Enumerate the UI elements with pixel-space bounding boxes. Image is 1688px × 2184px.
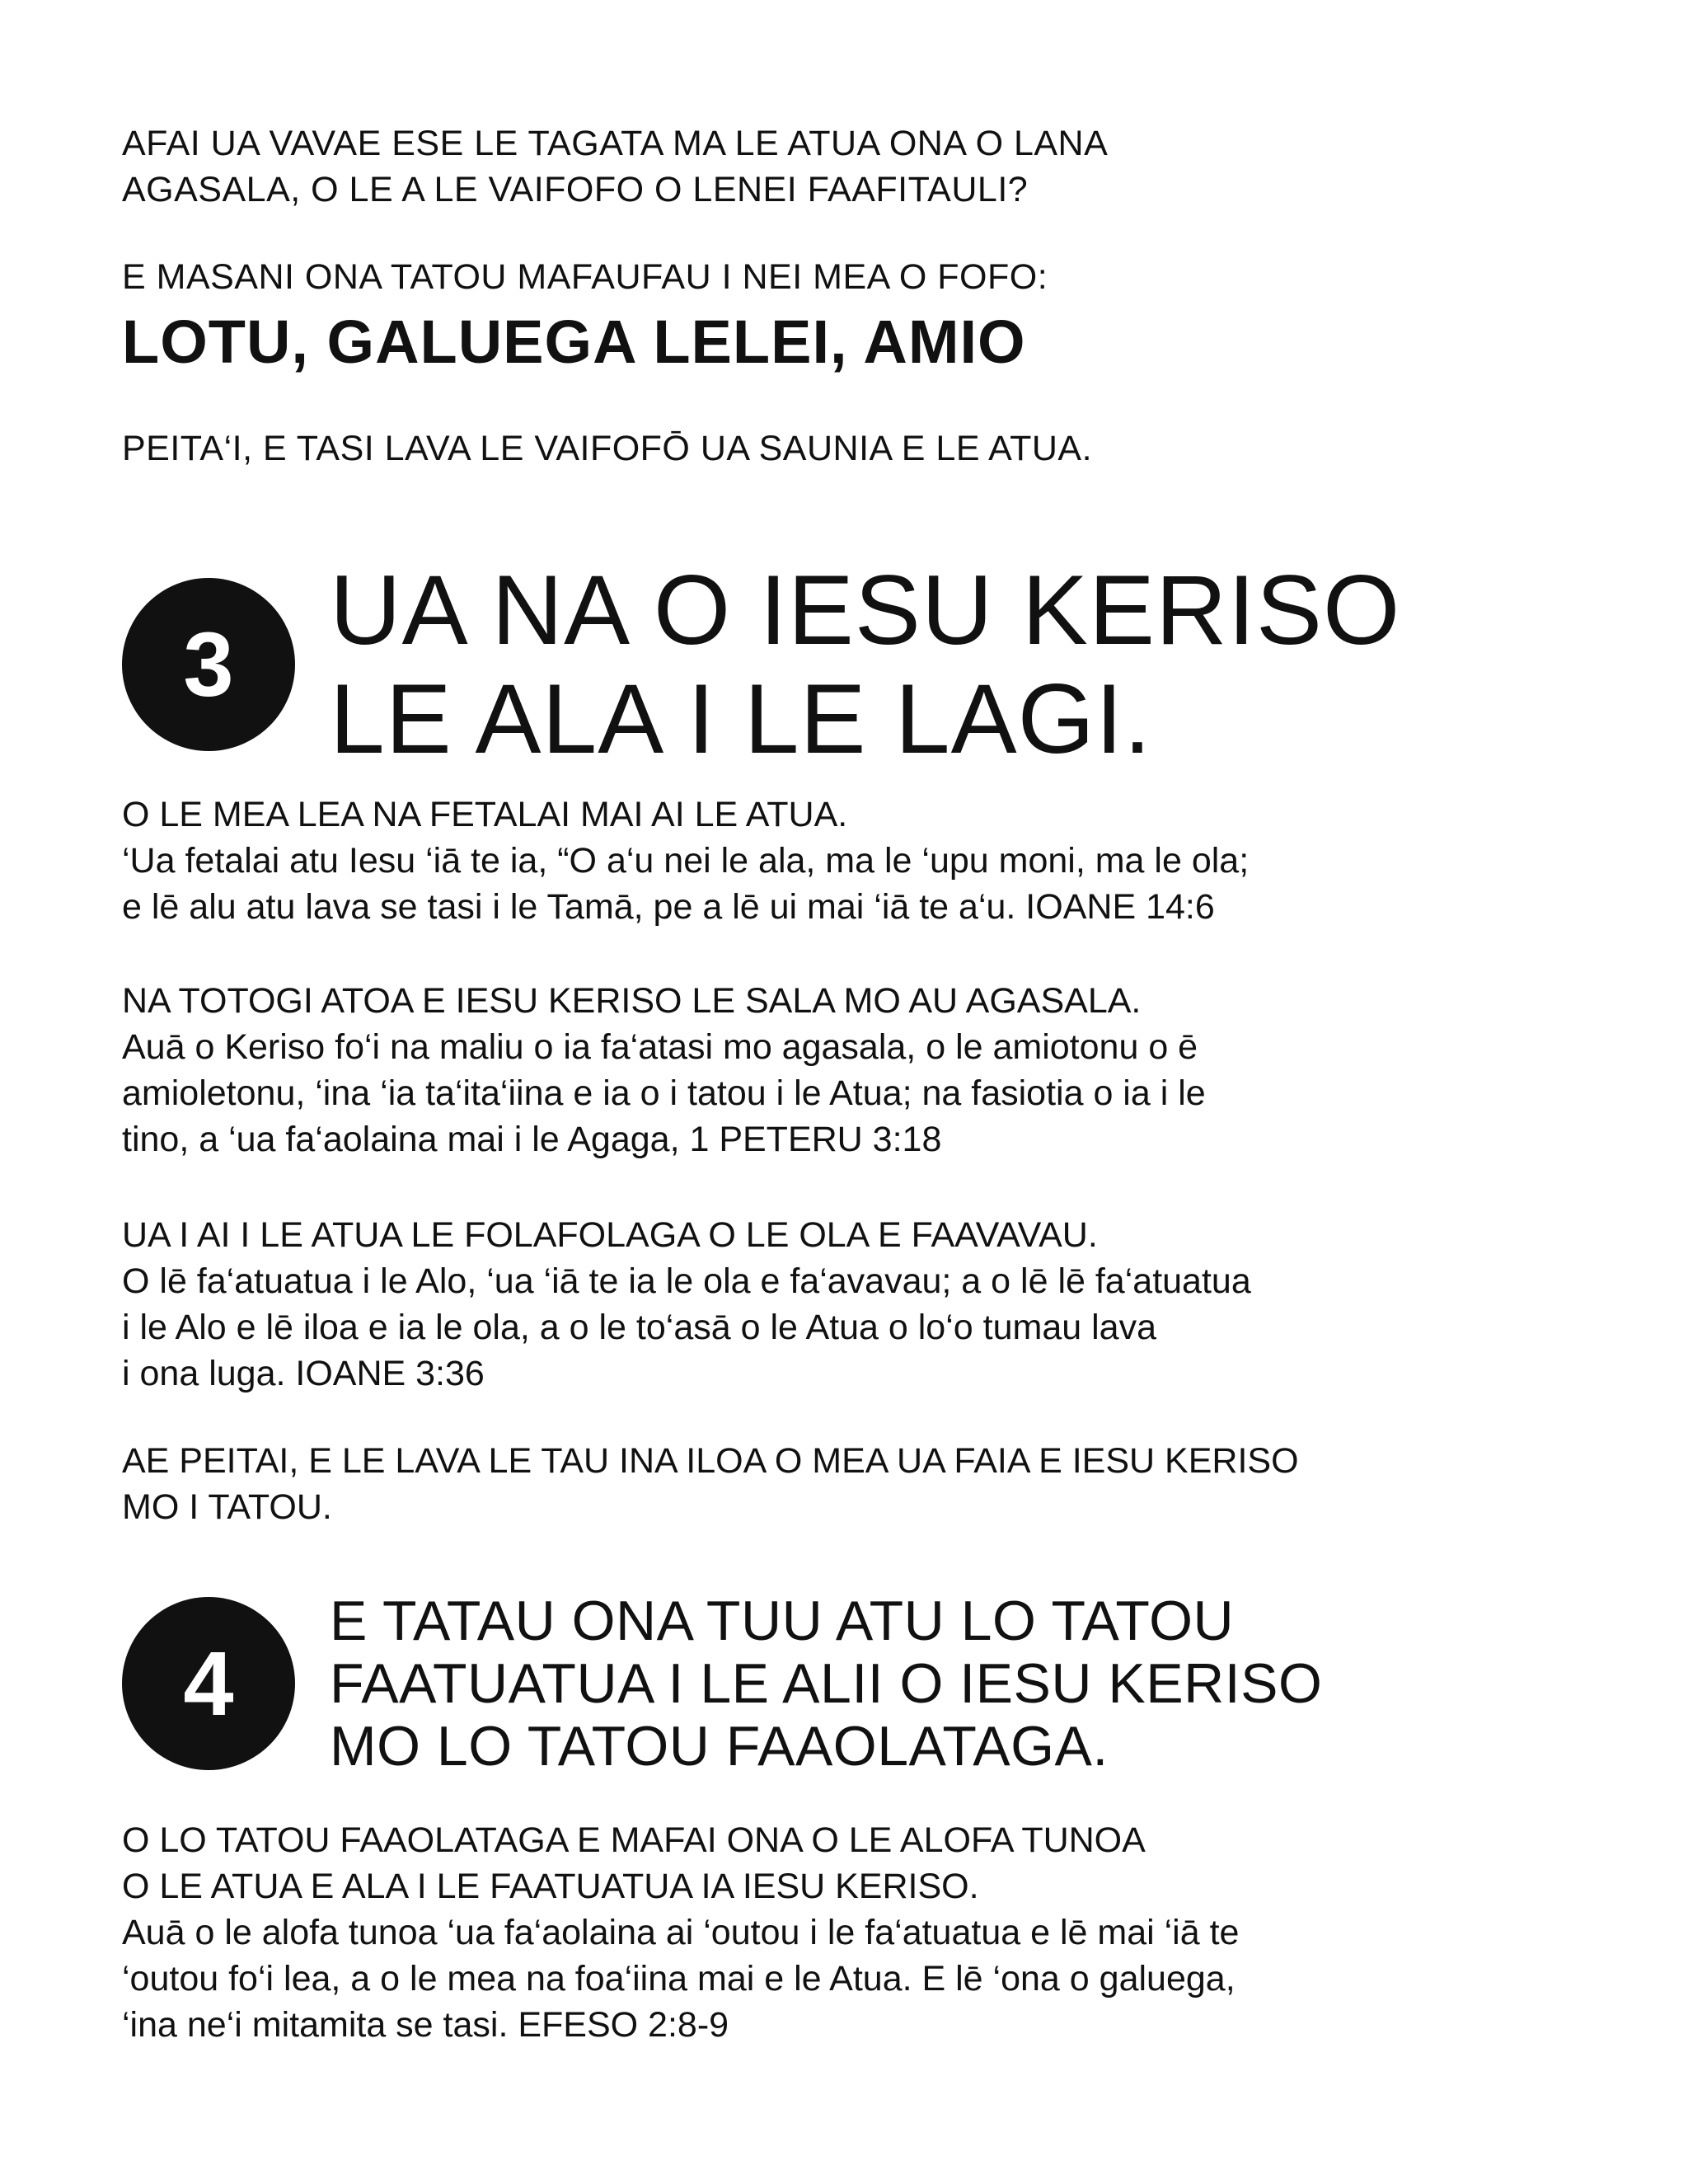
question-line: AGASALA, O LE A LE VAIFOFO O LENEI FAAFITAULI? <box>122 170 1029 209</box>
scripture-line: i ona luga. IOANE 3:36 <box>122 1354 485 1393</box>
section-3-paragraph-3 <box>122 1212 1589 1397</box>
section-number-badge <box>122 1597 295 1770</box>
section-title-line: MO LO TATOU FAAOLATAGA. <box>330 1715 1109 1778</box>
section-3-heading <box>122 556 1400 773</box>
common-answers-text: LOTU, GALUEGA LELEI, AMIO <box>122 308 1026 376</box>
common-answers <box>122 307 1589 378</box>
paragraph-heading: UA I AI I LE ATUA LE FOLAFOLAGA O LE OLA E FAAVAVAU. <box>122 1215 1098 1255</box>
scripture-line: ‘ina ne‘i mitamita se tasi. EFESO 2:8-9 <box>122 2005 729 2045</box>
section-4-paragraph <box>122 1817 1589 2048</box>
paragraph-heading: O LE ATUA E ALA I LE FAATUATUA IA IESU KERISO. <box>122 1867 979 1906</box>
paragraph-heading: MO I TATOU. <box>122 1487 332 1527</box>
paragraph-heading: NA TOTOGI ATOA E IESU KERISO LE SALA MO AU AGASALA. <box>122 981 1142 1021</box>
paragraph-heading: AE PEITAI, E LE LAVA LE TAU INA ILOA O MEA UA FAIA E IESU KERISO <box>122 1441 1299 1481</box>
scripture-line: tino, a ‘ua fa‘aolaina mai i le Agaga, 1 PETERU 3:18 <box>122 1120 942 1159</box>
scripture-line: Auā o le alofa tunoa ‘ua fa‘aolaina ai ‘outou i le fa‘atuatua e lē mai ‘iā te <box>122 1913 1240 1952</box>
question-line: AFAI UA VAVAE ESE LE TAGATA MA LE ATUA ONA O LANA <box>122 124 1109 163</box>
however-text: PEITA‘I, E TASI LAVA LE VAIFOFŌ UA SAUNIA E LE ATUA. <box>122 429 1093 468</box>
intro-question <box>122 120 1589 213</box>
section-3-title <box>330 556 1400 773</box>
scripture-line: Auā o Keriso fo‘i na maliu o ia fa‘atasi mo agasala, o le amiotonu o ē <box>122 1027 1198 1067</box>
section-title-line: LE ALA I LE LAGI. <box>330 664 1152 774</box>
section-4-title <box>330 1590 1322 1778</box>
scripture-line: i le Alo e lē iloa e ia le ola, a o le to‘asā o le Atua o lo‘o tumau lava <box>122 1308 1156 1347</box>
common-answers-intro <box>122 254 1589 300</box>
section-4-heading <box>122 1590 1322 1778</box>
section-title-line: UA NA O IESU KERISO <box>330 555 1401 665</box>
section-number: 4 <box>183 1632 234 1735</box>
scripture-line: ‘Ua fetalai atu Iesu ‘iā te ia, “O a‘u nei le ala, ma le ‘upu moni, ma le ola; <box>122 841 1250 881</box>
scripture-line: e lē alu atu lava se tasi i le Tamā, pe a lē ui mai ‘iā te a‘u. IOANE 14:6 <box>122 887 1215 927</box>
paragraph-heading: O LE MEA LEA NA FETALAI MAI AI LE ATUA. <box>122 795 848 834</box>
section-title-line: FAATUATUA I LE ALII O IESU KERISO <box>330 1652 1323 1715</box>
section-3-paragraph-4 <box>122 1438 1589 1530</box>
common-answers-intro-text: E MASANI ONA TATOU MAFAUFAU I NEI MEA O FOFO: <box>122 257 1048 297</box>
section-number-badge <box>122 578 295 751</box>
section-title-line: E TATAU ONA TUU ATU LO TATOU <box>330 1590 1235 1652</box>
section-number: 3 <box>183 613 234 716</box>
however-statement <box>122 425 1589 472</box>
section-3-paragraph-1 <box>122 791 1589 930</box>
paragraph-heading: O LO TATOU FAAOLATAGA E MAFAI ONA O LE ALOFA TUNOA <box>122 1820 1146 1860</box>
scripture-line: amioletonu, ‘ina ‘ia ta‘ita‘iina e ia o i tatou i le Atua; na fasiotia o ia i le <box>122 1073 1206 1113</box>
scripture-line: ‘outou fo‘i lea, a o le mea na foa‘iina mai e le Atua. E lē ‘ona o galuega, <box>122 1959 1236 1998</box>
scripture-line: O lē fa‘atuatua i le Alo, ‘ua ‘iā te ia le ola e fa‘avavau; a o lē lē fa‘atuatua <box>122 1261 1251 1301</box>
section-3-paragraph-2 <box>122 978 1589 1162</box>
